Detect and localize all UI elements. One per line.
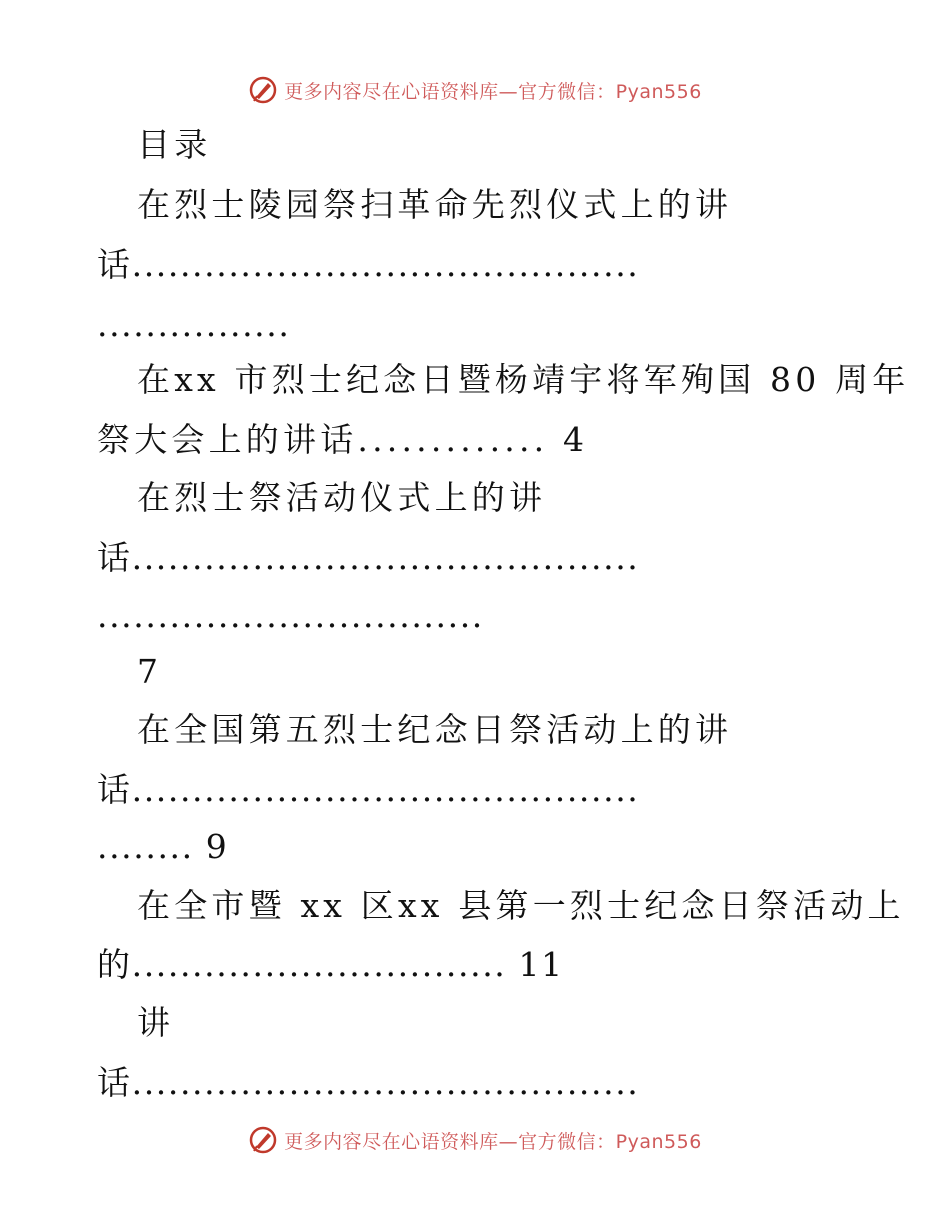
toc-line-10: 在全国第五烈士纪念日祭活动上的讲: [137, 710, 733, 749]
toc-heading: 目录: [137, 125, 212, 164]
watermark-banner-bottom: [0, 1120, 950, 1160]
toc-line-7: 话..........................................: [97, 538, 640, 577]
toc-line-8: ................................: [97, 596, 484, 635]
toc-line-14: 的............................... 11: [97, 945, 564, 984]
toc-line-3: ................: [97, 305, 291, 344]
toc-line-5: 祭大会上的讲话............. 4: [97, 420, 589, 459]
quill-pen-logo-icon: [248, 75, 278, 105]
toc-line-1: 在烈士陵园祭扫革命先烈仪式上的讲: [137, 185, 733, 224]
toc-line-16: 话..........................................: [97, 1063, 640, 1102]
watermark-text: 更多内容尽在心语资料库—官方微信：Pyan556: [284, 1130, 702, 1153]
watermark-text: 更多内容尽在心语资料库—官方微信：Pyan556: [284, 80, 702, 103]
toc-line-6: 在烈士祭活动仪式上的讲: [137, 478, 547, 517]
quill-pen-logo-icon: [248, 1125, 278, 1155]
toc-line-2: 话..........................................: [97, 245, 640, 284]
toc-line-4: 在xx 市烈士纪念日暨杨靖宇将军殉国 80 周年: [137, 360, 910, 399]
toc-line-12: ........ 9: [97, 827, 229, 866]
toc-line-9: 7: [137, 652, 158, 691]
toc-line-15: 讲: [137, 1003, 170, 1042]
toc-line-13: 在全市暨 xx 区xx 县第一烈士纪念日祭活动上: [137, 886, 905, 925]
toc-line-11: 话..........................................: [97, 770, 640, 809]
watermark-banner-top: [0, 70, 950, 110]
